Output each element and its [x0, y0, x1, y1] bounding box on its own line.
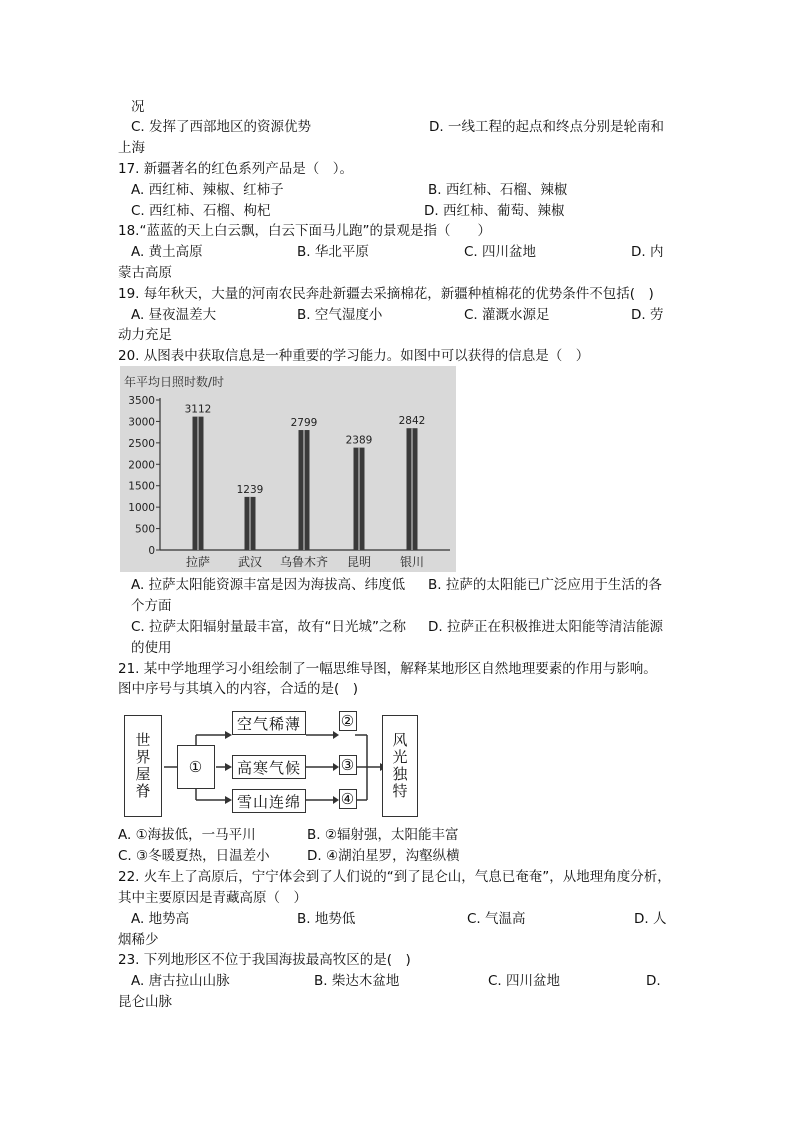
- option-c-21: C. ③冬暖夏热，日温差小: [118, 848, 270, 864]
- text-line: 烟稀少: [118, 932, 159, 948]
- category-label: 拉萨: [185, 555, 211, 569]
- option-d-19: D. 劳: [631, 307, 664, 323]
- bar-value-label: 2799: [290, 417, 318, 430]
- option-c-18: C. 四川盆地: [464, 244, 537, 260]
- bar-value-label: 3112: [184, 403, 212, 416]
- option-c-23: C. 四川盆地: [488, 973, 561, 989]
- question-20: 20. 从图表中获取信息是一种重要的学习能力。如图中可以获得的信息是（ ）: [118, 348, 590, 364]
- question-21: 21. 某中学地理学习小组绘制了一幅思维导图，解释某地形区自然地理要素的作用与影响。: [118, 661, 657, 677]
- y-tick-label: 3000: [128, 416, 155, 429]
- option-d-22: D. 人: [634, 911, 667, 927]
- option-a-23: A. 唐古拉山山脉: [131, 973, 230, 989]
- text-line: 个方面: [131, 598, 172, 614]
- question-18: 18.“蓝蓝的天上白云飘，白云下面马儿跑”的景观是指（ ）: [118, 223, 491, 239]
- option-c-17: C. 西红柿、石榴、枸杞: [131, 203, 271, 219]
- option-a-17: A. 西红柿、辣椒、红柿子: [131, 182, 284, 198]
- option-a-21: A. ①海拔低，一马平川: [118, 827, 256, 843]
- option-b-22: B. 地势低: [297, 911, 356, 927]
- option-c-22: C. 气温高: [467, 911, 526, 927]
- y-tick-label: 1500: [128, 480, 155, 493]
- category-label: 乌鲁木齐: [279, 555, 329, 569]
- num-box-2: ②: [340, 712, 356, 730]
- text-line: 图中序号与其填入的内容，合适的是( ): [118, 681, 359, 697]
- y-tick-label: 2500: [128, 437, 155, 450]
- text-line: 上海: [118, 140, 145, 156]
- category-label: 武汉: [237, 555, 263, 569]
- mind-map-diagram: [120, 707, 420, 823]
- option-c-16: C. 发挥了西部地区的资源优势: [131, 119, 312, 135]
- text-line: 的使用: [131, 640, 172, 656]
- item-box-climate: 高寒气候: [232, 755, 306, 779]
- bar-value-label: 2842: [398, 415, 426, 428]
- chart-title: 年平均日照时数/时: [124, 375, 225, 389]
- option-a-22: A. 地势高: [131, 911, 190, 927]
- num-box-3: ③: [340, 756, 356, 774]
- option-d-16: D. 一线工程的起点和终点分别是轮南和: [429, 119, 664, 135]
- option-d-23: D.: [646, 973, 661, 989]
- option-d-20: D. 拉萨正在积极推进太阳能等清洁能源: [428, 619, 663, 635]
- text-line: 蒙古高原: [118, 265, 172, 281]
- chart-canvas: [120, 366, 456, 572]
- option-b-21: B. ②辐射强，太阳能丰富: [307, 827, 459, 843]
- option-b-20: B. 拉萨的太阳能已广泛应用于生活的各: [428, 577, 662, 593]
- option-b-23: B. 柴达木盆地: [314, 973, 400, 989]
- y-tick-label: 3500: [128, 395, 155, 407]
- y-tick-label: 0: [148, 545, 155, 557]
- question-17: 17. 新疆著名的红色系列产品是（ ）。: [118, 161, 354, 177]
- option-d-18: D. 内: [631, 244, 664, 260]
- num-box-4: ④: [340, 790, 356, 808]
- item-box-mountains: 雪山连绵: [232, 789, 306, 813]
- hub-box-1: ①: [177, 745, 215, 789]
- option-d-17: D. 西红柿、葡萄、辣椒: [424, 203, 565, 219]
- text-line: 动力充足: [118, 327, 172, 343]
- root-box: 世界屋脊: [124, 715, 162, 817]
- option-a-19: A. 昼夜温差大: [131, 307, 217, 323]
- y-tick-label: 500: [134, 523, 155, 536]
- category-label: 昆明: [346, 555, 372, 569]
- question-22: 22. 火车上了高原后，宁宁体会到了人们说的“到了昆仑山，气息已奄奄”，从地理角度分析，: [118, 869, 671, 885]
- category-label: 银川: [399, 555, 425, 569]
- question-19: 19. 每年秋天，大量的河南农民奔赴新疆去采摘棉花，新疆种植棉花的优势条件不包括( ): [118, 286, 654, 302]
- option-a-18: A. 黄土高原: [131, 244, 203, 260]
- option-c-19: C. 灌溉水源足: [464, 307, 550, 323]
- y-tick-label: 1000: [128, 502, 155, 515]
- option-b-17: B. 西红柿、石榴、辣椒: [428, 182, 568, 198]
- y-tick-label: 2000: [128, 459, 155, 472]
- option-a-20: A. 拉萨太阳能资源丰富是因为海拔高、纬度低: [131, 577, 406, 593]
- text-line: 况: [131, 99, 145, 115]
- bar-value-label: 2389: [345, 434, 373, 447]
- result-box: 风光独特: [382, 715, 418, 817]
- sunshine-bar-chart: [120, 366, 456, 572]
- question-23: 23. 下列地形区不位于我国海拔最高牧区的是( ): [118, 952, 411, 968]
- item-box-air: 空气稀薄: [232, 711, 306, 735]
- option-c-20: C. 拉萨太阳辐射量最丰富，故有“日光城”之称: [131, 619, 406, 635]
- text-line: 其中主要原因是青藏高原（ ）: [118, 890, 307, 906]
- text-line: 昆仑山脉: [118, 994, 172, 1010]
- option-d-21: D. ④湖泊星罗，沟壑纵横: [307, 848, 460, 864]
- option-b-19: B. 空气湿度小: [297, 307, 383, 323]
- option-b-18: B. 华北平原: [297, 244, 369, 260]
- bar-value-label: 1239: [236, 483, 264, 496]
